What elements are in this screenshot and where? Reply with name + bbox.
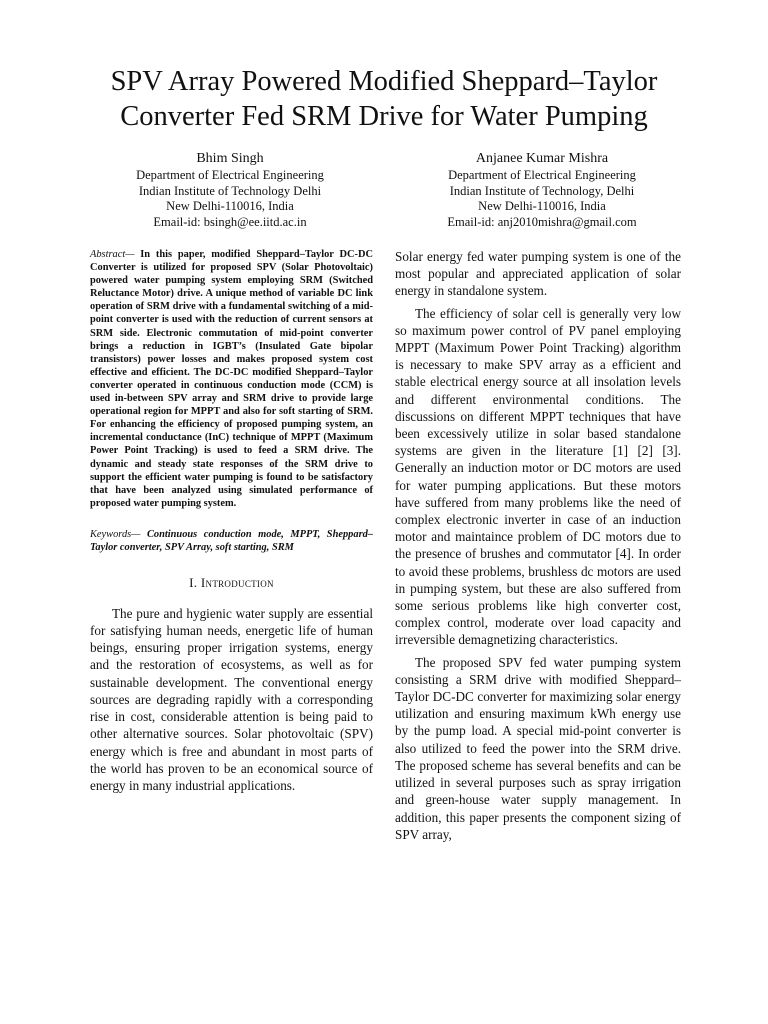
keywords-label: Keywords— — [90, 528, 141, 540]
keywords-text: Continuous conduction mode, MPPT, Sheppard–Taylor converter, SPV Array, soft starting, SRM — [90, 528, 373, 554]
author-block-1 — [80, 150, 380, 230]
left-column — [90, 248, 373, 794]
author-department: Department of Electrical Engineering — [136, 168, 324, 182]
intro-paragraph-3: The efficiency of solar cell is generally very low so maximum power control of PV panel employing MPPT (Maximum Power Point Tracking) algorithm is necessary to make SPV array as a efficient and stable electrical energy source at all insolation levels and different environmental conditions. The discussions on different MPPT techniques that have been excessively utilize in solar based standalone systems are given in the literature [1] [2] [3]. Generally an induction motor or DC motors are used for water pumping applications. But these motors have suffered from many problems like the need of complex electronic inverter in case of an induction motor and maintaince problem of DC motors due to the presence of brushes and commutator [4]. In order to avoid these problems, brushless dc motors are used in pumping system, but these are also suffered from some serious problems like high converter cost, complex control, moderate over load capacity and irreversible demagnetizing characteristics. — [395, 305, 681, 648]
paper-title: SPV Array Powered Modified Sheppard–Taylor Converter Fed SRM Drive for Water Pumping — [110, 66, 658, 132]
author-email: Email-id: bsingh@ee.iitd.ac.in — [153, 214, 307, 229]
abstract-label: Abstract— — [90, 249, 135, 260]
keywords — [90, 528, 373, 555]
intro-paragraph-1: The pure and hygienic water supply are essential for satisfying human needs, energetic life of human beings, ensuring proper irrigation systems, energy and the restoration of ecosystems, as well as for sustainable development. The conventional energy sources are degrading rapidly with a corresponding rise in cost, considerable attention is being paid to other alternative sources. Solar photovoltaic (SPV) energy which is free and abundant in most parts of the world has proven to be an economical source of energy in many industrial applications. — [90, 605, 373, 793]
section-heading — [90, 575, 373, 591]
author-city: New Delhi-110016, India — [166, 199, 294, 213]
author-name: Anjanee Kumar Mishra — [475, 151, 609, 166]
author-institute: Indian Institute of Technology, Delhi — [449, 183, 635, 198]
section-number: I. — [189, 574, 198, 590]
intro-paragraph-4: The proposed SPV fed water pumping system consisting a SRM drive with modified Sheppard–Taylor DC-DC converter for maximizing solar energy utilization and ensuring maximum kWh energy use by the pump load. A special mid-point converter is also utilized to feed the power into the SRM drive. The proposed scheme has several benefits and can be utilized in several purposes such as spray irrigation and green-house water supply management. In addition, this paper presents the component sizing of SPV array, — [395, 654, 681, 842]
abstract — [90, 248, 373, 510]
author-email: Email-id: anj2010mishra@gmail.com — [447, 214, 637, 229]
author-institute: Indian Institute of Technology Delhi — [138, 183, 322, 198]
author-name: Bhim Singh — [196, 151, 264, 166]
section-title: Introduction — [200, 574, 274, 590]
author-department: Department of Electrical Engineering — [448, 168, 636, 182]
intro-paragraph-2: Solar energy fed water pumping system is one of the most popular and appreciated application of solar energy in standalone system. — [395, 249, 681, 299]
author-city: New Delhi-110016, India — [478, 199, 606, 213]
right-column — [395, 248, 681, 843]
author-block-2 — [392, 150, 692, 230]
abstract-text: In this paper, modified Sheppard–Taylor DC-DC Converter is utilized for proposed SPV (Solar Photovoltaic) powered water pumping system employing SRM (Switched Reluctance Motor) drive. A unique method of variable DC link operation of SRM drive with a fundamental switching of a mid-point converter is used with the reduction of current sensors at SRM side. Electronic commutation of mid-point converter brings a reduction in IGBT’s (Insulated Gate bipolar transistors) power losses and makes proposed system cost effective and efficient. The DC-DC modified Sheppard–Taylor converter operated in continuous conduction mode (CCM) is used in-between SPV array and SRM drive to provide large operational region for MPPT and also for soft starting of SRM. For enhancing the efficiency of proposed pumping system, an incremental conductance (InC) technique of MPPT (Maximum Power Point Tracking) is used to feed a SRM drive. The dynamic and steady state responses of the SRM drive to support the efficient water pumping is found to be satisfactory that have been analyzed using simulated performance of proposed water pumping system. — [90, 249, 373, 509]
